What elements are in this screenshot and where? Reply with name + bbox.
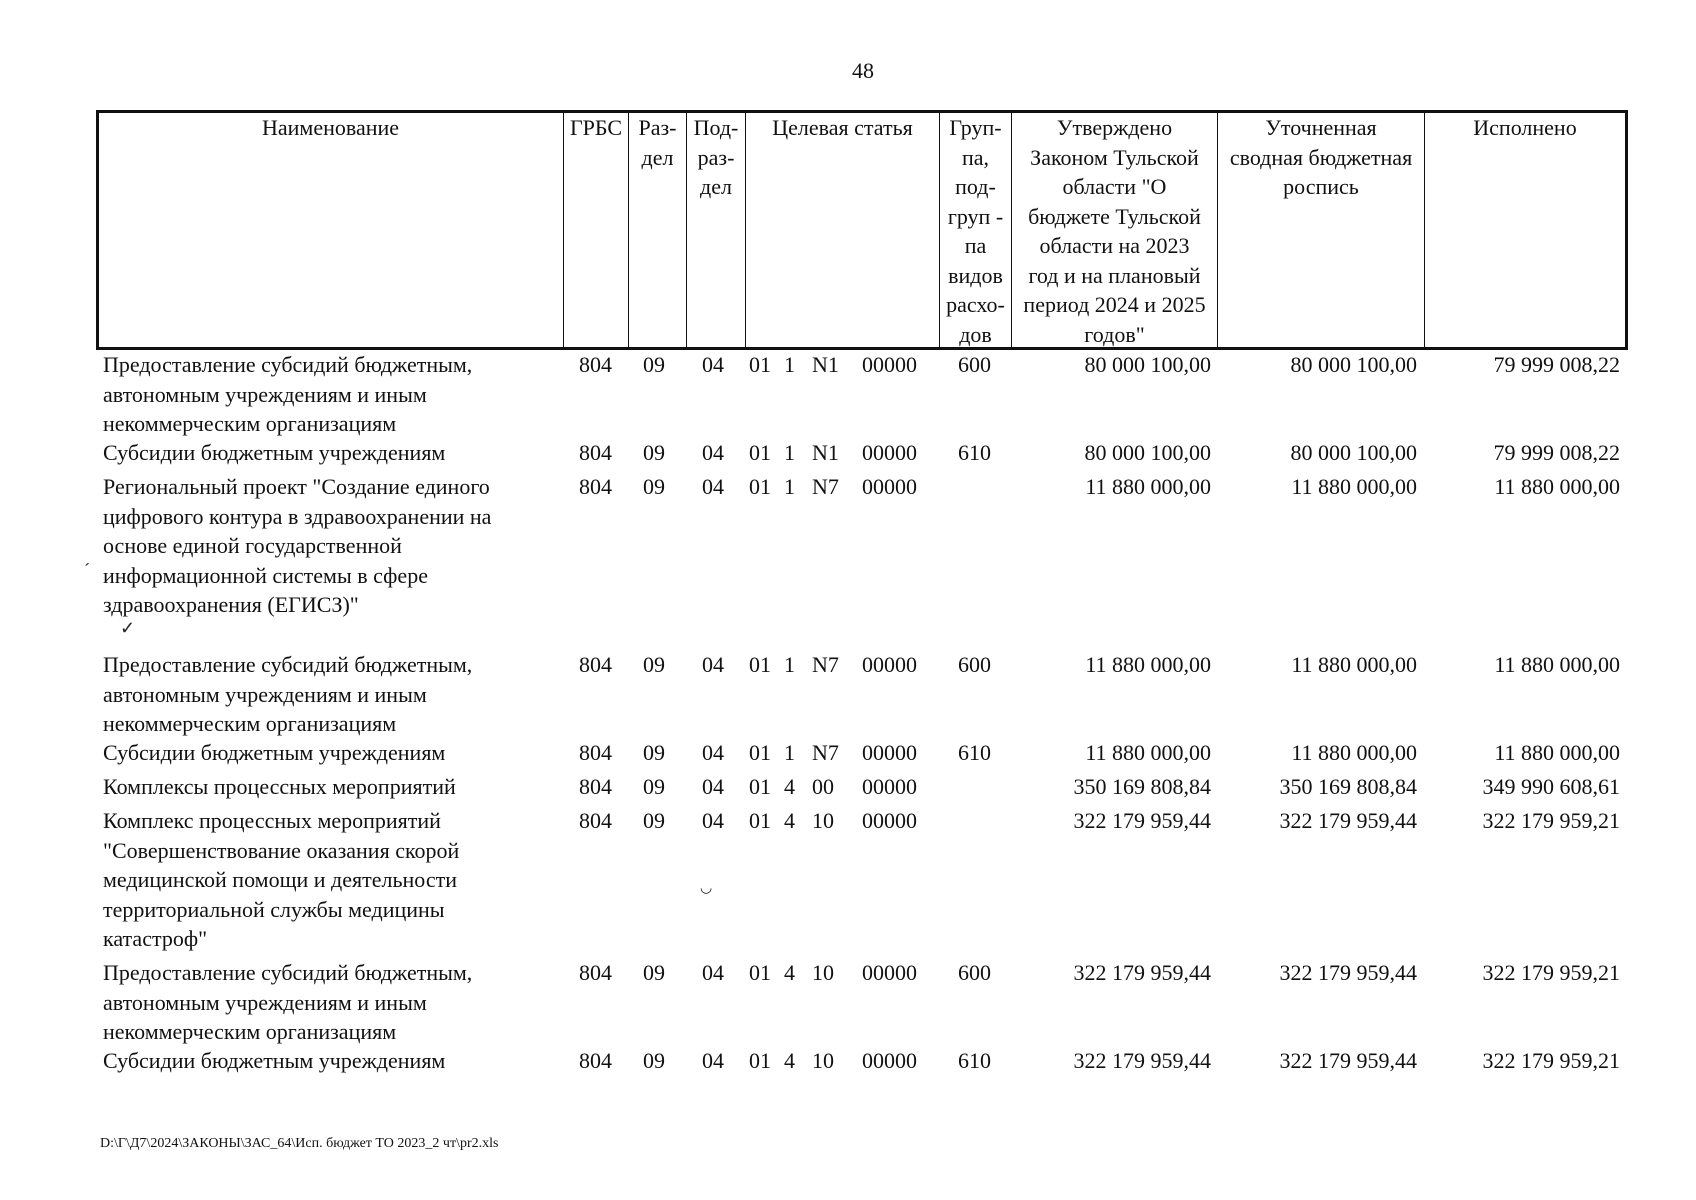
cell-refined: 11 880 000,00 — [1291, 652, 1417, 677]
cell-t1: 01 — [749, 440, 771, 465]
cell-t1: 01 — [749, 740, 771, 765]
cell-group: 600 — [958, 352, 991, 377]
cell-refined: 11 880 000,00 — [1291, 740, 1417, 765]
cell-refined: 322 179 959,44 — [1279, 1048, 1417, 1073]
cell-t2: 1 — [784, 352, 795, 377]
cell-grbs: 804 — [579, 740, 612, 765]
cell-t4: 00000 — [862, 774, 917, 799]
cell-t2: 4 — [784, 1048, 795, 1073]
cell-t2: 4 — [784, 960, 795, 985]
cell-t2: 1 — [784, 740, 795, 765]
page-number: 48 — [852, 58, 874, 83]
cell-group: 610 — [958, 740, 991, 765]
cell-t4: 00000 — [862, 474, 917, 499]
cell-group: 600 — [958, 652, 991, 677]
cell-t3: N7 — [812, 740, 839, 765]
cell-razdel: 09 — [643, 1048, 665, 1073]
cell-name: Субсидии бюджетным учреждениям — [103, 440, 446, 465]
cell-grbs: 804 — [579, 774, 612, 799]
cell-executed: 322 179 959,21 — [1482, 808, 1620, 833]
cell-t4: 00000 — [862, 440, 917, 465]
cell-approved: 80 000 100,00 — [1084, 440, 1211, 465]
cell-podrazdel: 04 — [702, 1048, 724, 1073]
cell-grbs: 804 — [579, 352, 612, 377]
cell-executed: 79 999 008,22 — [1493, 440, 1620, 465]
cell-refined: 322 179 959,44 — [1279, 808, 1417, 833]
cell-t1: 01 — [749, 652, 771, 677]
cell-t4: 00000 — [862, 352, 917, 377]
cell-t4: 00000 — [862, 808, 917, 833]
cell-grbs: 804 — [579, 474, 612, 499]
cell-podrazdel: 04 — [702, 440, 724, 465]
cell-razdel: 09 — [643, 808, 665, 833]
cell-grbs: 804 — [579, 960, 612, 985]
cell-t1: 01 — [749, 352, 771, 377]
cell-executed: 322 179 959,21 — [1482, 1048, 1620, 1073]
cell-t4: 00000 — [862, 960, 917, 985]
cell-refined: 80 000 100,00 — [1290, 352, 1417, 377]
cell-approved: 11 880 000,00 — [1085, 740, 1211, 765]
header-name: Наименование — [261, 115, 400, 140]
cell-executed: 322 179 959,21 — [1482, 960, 1620, 985]
cell-name: Субсидии бюджетным учреждениям — [103, 1048, 446, 1073]
cell-t4: 00000 — [862, 652, 917, 677]
cell-razdel: 09 — [643, 740, 665, 765]
cell-approved: 322 179 959,44 — [1073, 808, 1211, 833]
cell-approved: 322 179 959,44 — [1073, 1048, 1211, 1073]
cell-t2: 4 — [784, 774, 795, 799]
cell-podrazdel: 04 — [702, 808, 724, 833]
cell-podrazdel: 04 — [702, 774, 724, 799]
cell-refined: 80 000 100,00 — [1290, 440, 1417, 465]
cell-t3: N7 — [812, 652, 839, 677]
header-target: Целевая статья — [772, 115, 913, 140]
cell-name: Комплексы процессных мероприятий — [103, 774, 456, 799]
cell-razdel: 09 — [643, 960, 665, 985]
cell-t1: 01 — [749, 774, 771, 799]
cell-t2: 1 — [784, 474, 795, 499]
cell-name: Предоставление субсидий бюджетным, автономным учреждениям и иным некоммерческим организациям — [103, 652, 473, 736]
cell-razdel: 09 — [643, 440, 665, 465]
cell-t3: 10 — [812, 1048, 834, 1073]
cell-t3: N1 — [812, 352, 839, 377]
cell-executed: 11 880 000,00 — [1494, 740, 1620, 765]
header-approved: Утверждено Законом Тульской области "О бюджете Тульской области на 2023 год и на плановый период 2024 и 2025 годов" — [1023, 115, 1206, 347]
cell-approved: 80 000 100,00 — [1084, 352, 1211, 377]
pen-mark: ◡ — [700, 881, 713, 896]
cell-razdel: 09 — [643, 352, 665, 377]
header-podrazdel: Под- раз- дел — [693, 115, 739, 199]
cell-t3: 10 — [812, 960, 834, 985]
cell-refined: 322 179 959,44 — [1279, 960, 1417, 985]
cell-approved: 11 880 000,00 — [1085, 652, 1211, 677]
cell-podrazdel: 04 — [702, 474, 724, 499]
cell-t2: 1 — [784, 440, 795, 465]
pen-mark: ✓ — [120, 618, 136, 638]
cell-t3: 10 — [812, 808, 834, 833]
cell-executed: 349 990 608,61 — [1482, 774, 1620, 799]
cell-refined: 350 169 808,84 — [1279, 774, 1417, 799]
cell-t1: 01 — [749, 808, 771, 833]
cell-approved: 322 179 959,44 — [1073, 960, 1211, 985]
column-divider — [745, 110, 746, 350]
cell-executed: 11 880 000,00 — [1494, 474, 1620, 499]
cell-name: Предоставление субсидий бюджетным, автономным учреждениям и иным некоммерческим организациям — [103, 352, 473, 436]
cell-name: Субсидии бюджетным учреждениям — [103, 740, 446, 765]
cell-podrazdel: 04 — [702, 740, 724, 765]
cell-t3: 00 — [812, 774, 834, 799]
cell-razdel: 09 — [643, 774, 665, 799]
cell-approved: 350 169 808,84 — [1073, 774, 1211, 799]
cell-t1: 01 — [749, 960, 771, 985]
cell-refined: 11 880 000,00 — [1291, 474, 1417, 499]
cell-grbs: 804 — [579, 1048, 612, 1073]
cell-t4: 00000 — [862, 740, 917, 765]
cell-t1: 01 — [749, 1048, 771, 1073]
cell-t4: 00000 — [862, 1048, 917, 1073]
cell-name: Предоставление субсидий бюджетным, автономным учреждениям и иным некоммерческим организациям — [103, 960, 473, 1044]
cell-grbs: 804 — [579, 440, 612, 465]
cell-t1: 01 — [749, 474, 771, 499]
pen-mark: ˊ — [84, 560, 90, 580]
cell-executed: 11 880 000,00 — [1494, 652, 1620, 677]
cell-podrazdel: 04 — [702, 352, 724, 377]
cell-group: 600 — [958, 960, 991, 985]
cell-razdel: 09 — [643, 474, 665, 499]
header-razdel: Раз- дел — [638, 115, 677, 170]
header-executed: Исполнено — [1473, 115, 1577, 140]
cell-grbs: 804 — [579, 808, 612, 833]
cell-approved: 11 880 000,00 — [1085, 474, 1211, 499]
cell-podrazdel: 04 — [702, 652, 724, 677]
cell-t3: N7 — [812, 474, 839, 499]
header-grbs: ГРБС — [569, 115, 623, 140]
cell-podrazdel: 04 — [702, 960, 724, 985]
header-refined: Уточненная сводная бюджетная роспись — [1229, 115, 1413, 199]
cell-grbs: 804 — [579, 652, 612, 677]
header-group: Груп- па, под- груп - па видов расхо- дов — [946, 115, 1005, 347]
cell-group: 610 — [958, 1048, 991, 1073]
cell-name: Комплекс процессных мероприятий "Совершенствование оказания скорой медицинской помощи и деятельности территориальной службы медицины катастроф" — [103, 808, 460, 951]
column-divider — [1424, 110, 1425, 350]
cell-t2: 1 — [784, 652, 795, 677]
cell-group: 610 — [958, 440, 991, 465]
cell-razdel: 09 — [643, 652, 665, 677]
cell-t2: 4 — [784, 808, 795, 833]
column-divider — [563, 110, 564, 350]
cell-t3: N1 — [812, 440, 839, 465]
cell-name: Региональный проект "Создание единого цифрового контура в здравоохранении на основе единой государственной информационной системы в сфере здравоохранения (ЕГИСЗ)" — [103, 474, 492, 617]
cell-executed: 79 999 008,22 — [1493, 352, 1620, 377]
file-path-footer: D:\Г\Д7\2024\ЗАКОНЫ\ЗАС_64\Исп. бюджет ТО 2023_2 чт\pr2.xls — [100, 1136, 499, 1151]
